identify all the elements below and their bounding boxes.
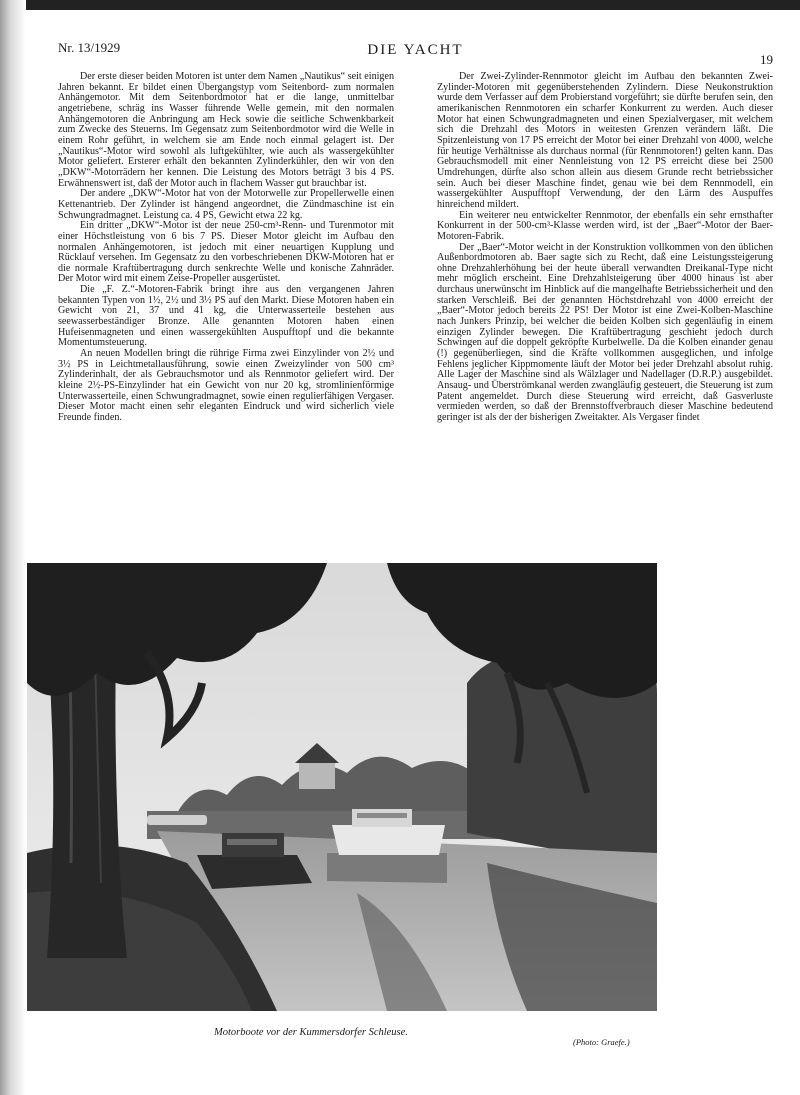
paragraph: Der Zwei-Zylinder-Rennmotor gleicht im Aufbau den bekannten Zwei-Zylinder-Motoren mit gegenüberstehenden Zylindern. Diese Neukonstruktion wurde dem Verfasser auf dem Probierstand vorgeführt; sie dürfte berufen sein, den amerikanischen Rennmotoren ein scharfer Konkurrent zu werden. Auch dieser Motor hat einen Schwungradmagneten und einen Spezialvergaser, mit welchem sich die Drehzahl des Motors in weitesten Grenzen verändern läßt. Die Spitzenleistung von 17 PS erreicht der Motor bei einer Drehzahl von 4000, welche für heutige Verhältnisse als durchaus normal (für Rennmotoren!) gelten kann. Das Gebrauchsmodell mit einer Nennleistung von 12 PS erreicht diese bei 2500 Umdrehungen, dürfte also schon allein aus diesem Grunde recht betriebssicher sein. Auch bei dieser Maschine findet, genau wie bei dem Rennmodell, ein wassergekühlter Auspufftopf Verwendung, der den Lärm des Auspuffes hinreichend mildert. [437,72,773,210]
magazine-title: DIE YACHT [367,42,464,58]
paragraph: Der „Baer“-Motor weicht in der Konstruktion vollkommen von den üblichen Außenbordmotoren ab. Baer sagte sich zu Recht, daß eine Leistungssteigerung ohne Drehzahlerhöhung bei der heute überall verwandten Dreikanal-Type nicht mehr möglich erscheint. Eine Drehzahlsteigerung über 4000 hinaus ist aber durchaus unerwünscht im Hinblick auf die mangelhafte Betriebssicherheit und den starken Verschleiß. Bei der genannten Höchstdrehzahl von 4000 erreicht der „Baer“-Motor jedoch bereits 22 PS! Der Motor ist eine Zwei-Kolben-Maschine nach Junkers Prinzip, bei welcher die beiden Kolben sich gegenläufig in einem einzigen Zylinder bewegen. Die Kraftübertragung geschieht jedoch durch Schwingen auf die doppelt gekröpfte Kurbelwelle. Da die Kolben einander genau (!) gegenüberliegen, sind die Kräfte vollkommen ausgeglichen, und infolge Fehlens jeglicher Kippmomente läuft der Motor bei jeder Drehzahl absolut ruhig. Alle Lager der Maschine sind als Wälzlager und Nadellager (D.R.P.) ausgebildet. Ansaug- und Überströmkanal werden zwangläufig gesteuert, die Steuerung ist zum Patent angemeldet. Durch diese Steuerung wird erreicht, daß Gasverluste vermieden werden, so daß der Brennstoffverbrauch dieser Maschine bedeutend geringer ist als der der bisherigen Zweitakter. Als Vergaser findet [437,241,773,423]
paragraph: Ein dritter „DKW“-Motor ist der neue 250-cm³-Renn- und Turenmotor mit einer Höchstleistung von 6 bis 7 PS. Dieser Motor gleicht im Aufbau den normalen Anhängemotoren, ist jedoch mit einer neuartigen Kupplung und Rücklauf versehen. Im Gegensatz zu den vorbeschriebenen DKW-Motoren hat er die normale Kraftübertragung durch senkrechte Welle und konische Zahnräder. Der Motor wird mit einem Zeise-Propeller ausgerüstet. [58,220,394,285]
text-columns [58,72,773,590]
page-binding-shadow [0,0,26,1095]
top-edge-rule [0,0,800,10]
canal-boats-photo [27,563,657,1011]
paragraph: An neuen Modellen bringt die rührige Firma zwei Einzylinder von 2½ und 3½ PS in Leichtmetallausführung, sowie einen Zweizylinder von 500 cm³ Zylinderinhalt, der als Gebrauchsmotor und als Rennmotor geliefert wird. Der kleine 2½-PS-Einzylinder hat ein Gewicht von nur 20 kg, stromlinienförmige Unterwasserteile, einen Schwungradmagnet, sowie einen regulierfähigen Vergaser. Dieser Motor macht einen sehr eleganten Eindruck und wird sicherlich viele Freunde finden. [58,348,394,423]
issue-number: Nr. 13/1929 [58,40,121,55]
right-column [437,72,773,590]
paragraph: Der andere „DKW“-Motor hat von der Motorwelle zur Propellerwelle einen Kettenantrieb. Der Zylinder ist hängend angeordnet, die Zündmaschine ist ein Schwungradmagnet. Leistung ca. 4 PS, Gewicht etwa 22 kg. [58,188,394,221]
photo-credit: (Photo: Graefe.) [573,1037,630,1047]
left-column [58,72,394,590]
page-header [58,38,773,68]
paragraph: Der erste dieser beiden Motoren ist unter dem Namen „Nautikus“ seit einigen Jahren bekannt. Er bildet einen Übergangstyp vom Seitenbord- zum normalen Anhängemotor. Mit dem Seitenbordmotor hat er die lange, unmittelbar angetriebene, schräg ins Wasser führende Welle gemein, mit den normalen Anhängemotoren die Anbringung am Heck sowie die seitliche Schwenkbarkeit zum Zwecke des Steuerns. Im Gegensatz zum Seitenbordmotor wird die Welle in einem Rohr geführt, in welchem sie am Ende noch einmal gelagert ist. Der „Nautikus“-Motor wird sowohl als luftgekühlter, wie auch als wassergekühlter Motor geliefert. Ersterer erhält den bekannten Zylinderkühler, den wir von den „DKW“-Motorrädern her kennen. Die Leistung des Motors beträgt 3 bis 4 PS. Erwähnenswert ist, daß der Motor auch in flachem Wasser gut brauchbar ist. [58,72,394,189]
page-number: 19 [760,52,773,67]
paragraph: Ein weiterer neu entwickelter Rennmotor, der ebenfalls ein sehr ernsthafter Konkurrent in der 500-cm³-Klasse werden wird, ist der „Baer“-Motor der Baer-Motoren-Fabrik. [437,209,773,242]
paragraph: Die „F. Z.“-Motoren-Fabrik bringt ihre aus den vergangenen Jahren bekannten Typen von 1½, 2½ und 3½ PS auf den Markt. Diese Motoren haben ein Gewicht von 21, 37 und 41 kg, die Unterwasserteile bestehen aus seewasserbeständiger Bronze. Alle genannten Motoren haben einen Hufeisenmagneten und einen wassergekühlten Auspufftopf und die bekannte Momentumsteuerung. [58,284,394,349]
photo-caption: Motorboote vor der Kummersdorfer Schleuse. [214,1027,408,1038]
